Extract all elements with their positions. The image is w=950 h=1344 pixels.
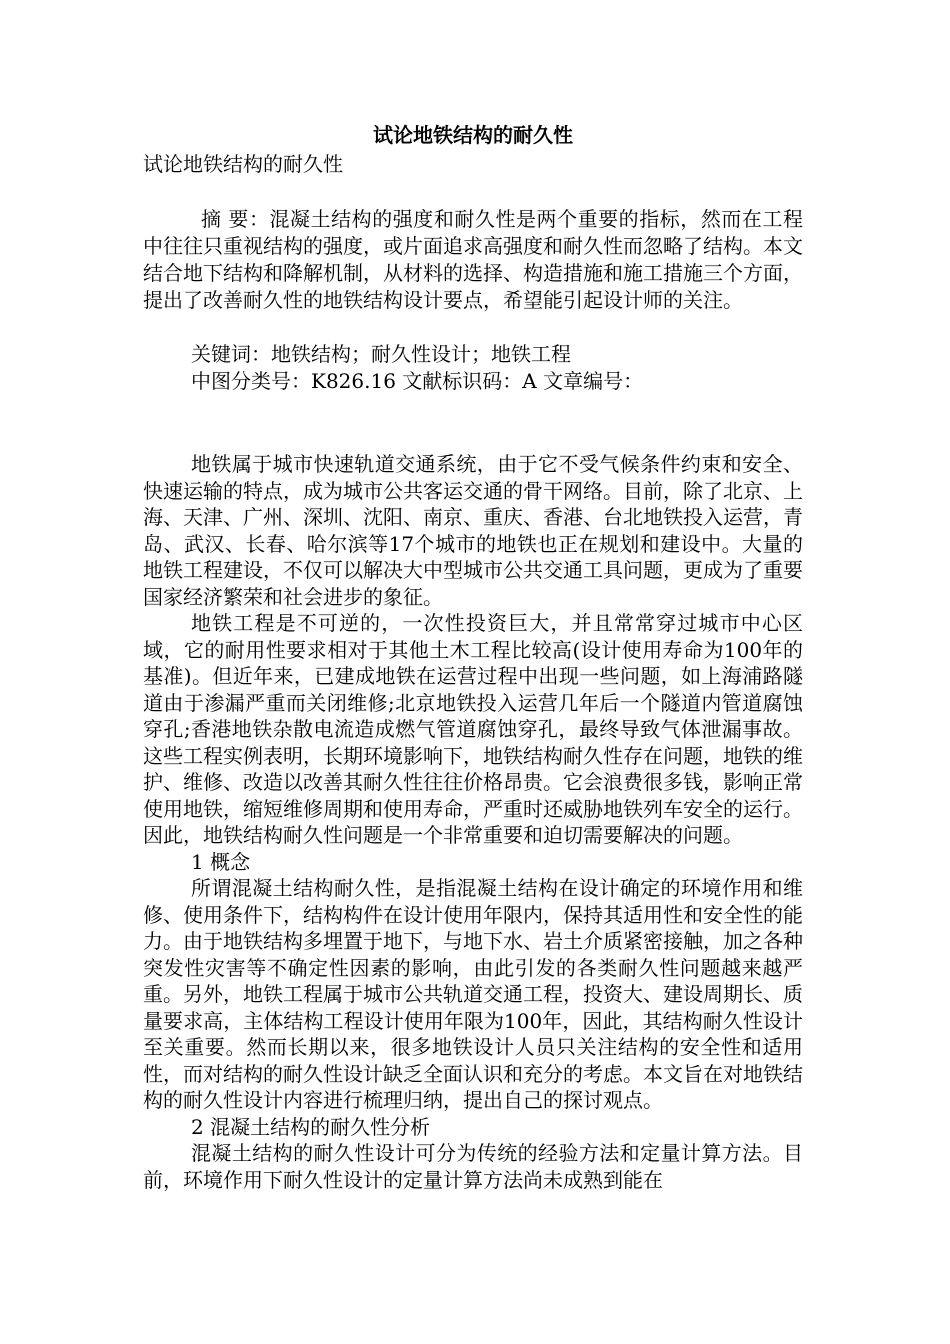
- body-paragraph-intro: 地铁属于城市快速轨道交通系统，由于它不受气候条件约束和安全、快速运输的特点，成为城市公共客运交通的骨干网络。目前，除了北京、上海、天津、广州、深圳、沈阳、南京、重庆、香港、台北地铁投入运营，青岛、武汉、长春、哈尔滨等17个城市的地铁也正在规划和建设中。大量的地铁工程建设，不仅可以解决大中型城市公共交通工具问题，更成为了重要国家经济繁荣和社会进步的象征。: [143, 452, 803, 609]
- section-paragraph-concept: 所谓混凝土结构耐久性，是指混凝土结构在设计确定的环境作用和维修、使用条件下，结构构件在设计使用年限内，保持其适用性和安全性的能力。由于地铁结构多埋置于地下，与地下水、岩土介质紧密接触，加之各种突发性灾害等不确定性因素的影响，由此引发的各类耐久性问题越来越严重。另外，地铁工程属于城市公共轨道交通工程，投资大、建设周期长、质量要求高，主体结构工程设计使用年限为100年，因此，其结构耐久性设计至关重要。然而长期以来，很多地铁设计人员只关注结构的安全性和适用性，而对结构的耐久性设计缺乏全面认识和充分的考虑。本文旨在对地铁结构的耐久性设计内容进行梳理归纳，提出自己的探讨观点。: [143, 876, 803, 1112]
- article-body: [143, 451, 803, 1193]
- abstract-paragraph: 摘 要：混凝土结构的强度和耐久性是两个重要的指标，然而在工程中往往只重视结构的强度，或片面追求高强度和耐久性而忽略了结构。本文结合地下结构和降解机制，从材料的选择、构造措施和施工措施三个方面，提出了改善耐久性的地铁结构设计要点，希望能引起设计师的关注。: [143, 207, 803, 312]
- keywords-line: 关键词：地铁结构；耐久性设计；地铁工程: [191, 342, 571, 366]
- section-heading-concept: 1 概念: [191, 849, 251, 874]
- section-heading-analysis: 2 混凝土结构的耐久性分析: [191, 1114, 431, 1139]
- classification-line: 中图分类号：K826.16 文献标识码：A 文章编号：: [191, 369, 644, 393]
- document-title: 试论地铁结构的耐久性: [373, 123, 573, 147]
- section-paragraph-analysis: 混凝土结构的耐久性设计可分为传统的经验方法和定量计算方法。目前，环境作用下耐久性设计的定量计算方法尚未成熟到能在: [143, 1141, 803, 1192]
- body-paragraph-problems: 地铁工程是不可逆的，一次性投资巨大，并且常常穿过城市中心区域，它的耐用性要求相对于其他土木工程比较高(设计使用寿命为100年的基准)。但近年来，已建成地铁在运营过程中出现一些问题，如上海浦路隧道由于渗漏严重而关闭维修;北京地铁投入运营几年后一个隧道内管道腐蚀穿孔;香港地铁杂散电流造成燃气管道腐蚀穿孔，最终导致气体泄漏事故。这些工程实例表明，长期环境影响下，地铁结构耐久性存在问题，地铁的维护、维修、改造以改善其耐久性往往价格昂贵。它会浪费很多钱，影响正常使用地铁，缩短维修周期和使用寿命，严重时还威胁地铁列车安全的运行。因此，地铁结构耐久性问题是一个非常重要和迫切需要解决的问题。: [143, 611, 803, 847]
- document-subtitle: 试论地铁结构的耐久性: [143, 152, 343, 176]
- article-metadata: [143, 341, 803, 395]
- document-page: [143, 120, 803, 1193]
